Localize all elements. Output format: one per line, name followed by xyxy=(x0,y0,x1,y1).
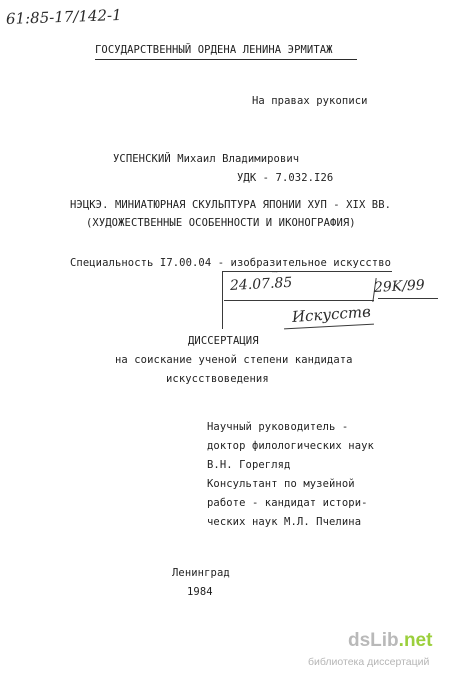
dslib-logo-main: dsLib xyxy=(348,630,399,651)
institution-underline xyxy=(95,59,357,60)
degree-line-2: искусствоведения xyxy=(166,373,269,385)
supervisor-line-1: Научный руководитель - xyxy=(207,421,349,433)
stamp-header-text: ... xyxy=(272,268,278,275)
stamp-date-line xyxy=(224,300,374,301)
stamp-border-top xyxy=(222,271,392,272)
stamp-date: 24.07.85 xyxy=(229,274,293,294)
stamp-border-left xyxy=(222,271,223,329)
stamp-number: 29K/99 xyxy=(373,277,426,296)
author-name: УСПЕНСКИЙ Михаил Владимирович xyxy=(113,153,300,165)
library-stamp xyxy=(222,268,447,336)
udk-code: УДК - 7.032.I26 xyxy=(237,172,334,184)
degree-line-1: на соискание ученой степени кандидата xyxy=(115,354,353,366)
thesis-title-line-1: НЭЦКЭ. МИНИАТЮРНАЯ СКУЛЬПТУРА ЯПОНИИ ХУП - XIX ВВ. xyxy=(70,199,392,211)
rights-note: На правах рукописи xyxy=(252,95,368,107)
institution-name: ГОСУДАРСТВЕННЫЙ ОРДЕНА ЛЕНИНА ЭРМИТАЖ xyxy=(95,44,333,56)
supervisor-line-2: доктор филологических наук xyxy=(207,440,374,452)
specialty: Специальность I7.00.04 - изобразительное искусство xyxy=(70,257,392,269)
year: 1984 xyxy=(187,586,213,598)
dslib-logo-suffix: .net xyxy=(398,630,433,651)
dslib-logo[interactable] xyxy=(348,630,432,652)
archive-number: 61:85-17/142-1 xyxy=(5,5,122,28)
stamp-signature: Искусств xyxy=(291,302,372,326)
supervisor-line-3: В.Н. Горегляд xyxy=(207,459,291,471)
supervisor-line-4: Консультант по музейной xyxy=(207,478,355,490)
dslib-subtitle: библиотека диссертаций xyxy=(308,656,430,668)
supervisor-line-5: работе - кандидат истори- xyxy=(207,497,368,509)
dissertation-heading: ДИССЕРТАЦИЯ xyxy=(188,335,259,347)
city: Ленинград xyxy=(172,567,230,579)
stamp-number-line xyxy=(378,298,438,299)
thesis-title-line-2: (ХУДОЖЕСТВЕННЫЕ ОСОБЕННОСТИ И ИКОНОГРАФИЯ) xyxy=(86,217,356,229)
supervisor-line-6: ческих наук М.Л. Пчелина xyxy=(207,516,362,528)
